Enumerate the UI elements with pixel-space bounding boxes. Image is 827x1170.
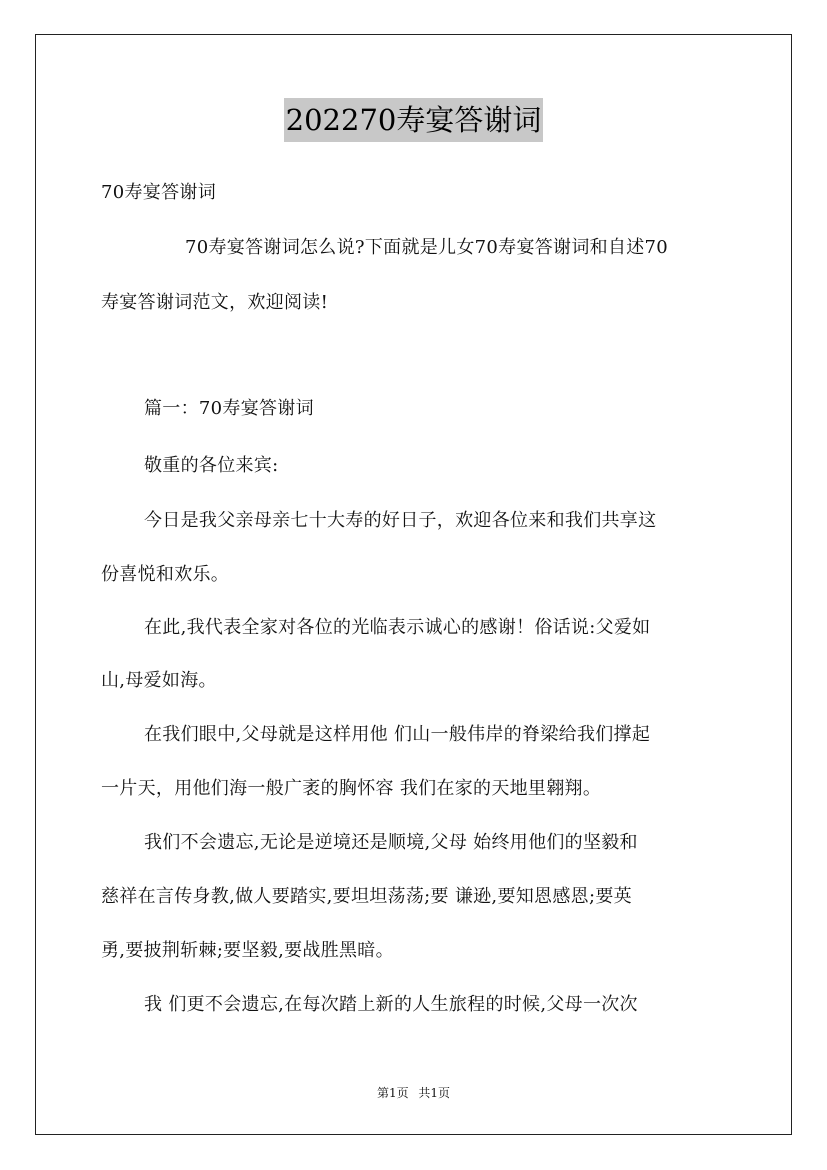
intro-line-1: 70寿宴答谢词怎么说?下面就是儿女70寿宴答谢词和自述70	[185, 237, 669, 258]
paragraph-3-line-2: 一片天，用他们海一般广袤的胸怀容 我们在家的天地里翱翔。	[101, 778, 602, 799]
paragraph-1-line-1: 今日是我父亲母亲七十大寿的好日子，欢迎各位来和我们共享这	[144, 510, 657, 531]
paragraph-4-line-3: 勇,要披荆斩棘;要坚毅,要战胜黑暗。	[101, 940, 394, 961]
paragraph-2-line-1: 在此,我代表全家对各位的光临表示诚心的感谢！俗话说:父爱如	[144, 617, 651, 638]
title-container	[0, 98, 827, 142]
paragraph-4-line-1: 我们不会遗忘,无论是逆境还是顺境,父母 始终用他们的坚毅和	[144, 832, 638, 853]
paragraph-5-line-1: 我 们更不会遗忘,在每次踏上新的人生旅程的时候,父母一次次	[144, 994, 638, 1015]
greeting: 敬重的各位来宾:	[144, 455, 279, 476]
paragraph-3-line-1: 在我们眼中,父母就是这样用他 们山一般伟岸的脊梁给我们撑起	[144, 724, 651, 745]
paragraph-1-line-2: 份喜悦和欢乐。	[101, 564, 230, 585]
page-total: 共1页	[418, 1086, 451, 1100]
paragraph-2-line-2: 山,母爱如海。	[101, 670, 217, 691]
paragraph-4-line-2: 慈祥在言传身教,做人要踏实,要坦坦荡荡;要 谦逊,要知恩感恩;要英	[101, 886, 632, 907]
subtitle: 70寿宴答谢词	[101, 182, 217, 203]
intro-line-2: 寿宴答谢词范文，欢迎阅读!	[101, 292, 329, 313]
page-footer	[0, 1084, 827, 1102]
document-title: 202270寿宴答谢词	[284, 98, 544, 142]
page-number: 第1页	[376, 1086, 409, 1100]
section-heading: 篇一：70寿宴答谢词	[144, 398, 314, 419]
